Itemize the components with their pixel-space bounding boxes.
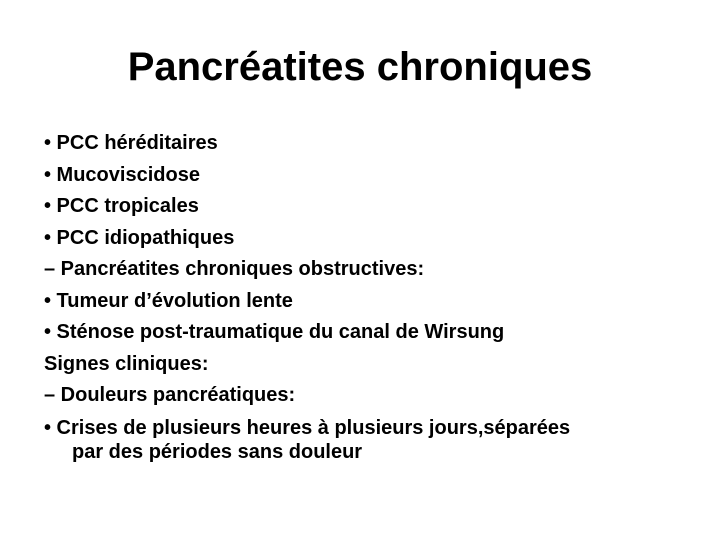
list-item: • Mucoviscidose xyxy=(44,163,200,186)
list-item: • Sténose post-traumatique du canal de Wirsung xyxy=(44,321,505,343)
slide-body xyxy=(44,128,694,464)
list-item-text: • Crises de plusieurs heures à plusieurs jours,séparées xyxy=(44,416,571,439)
list-item: – Douleurs pancréatiques: xyxy=(44,384,296,406)
list-item: • Tumeur d’évolution lente xyxy=(44,289,293,312)
list-item-continuation: par des périodes sans douleur xyxy=(72,440,363,463)
section-heading: Signes cliniques: xyxy=(44,352,209,375)
list-item: – Pancréatites chroniques obstructives: xyxy=(44,258,425,280)
slide-title: Pancréatites chroniques xyxy=(127,45,593,89)
list-item: • PCC tropicales xyxy=(44,195,199,217)
list-item xyxy=(44,412,694,464)
list-item: • PCC héréditaires xyxy=(44,132,218,154)
list-item: • PCC idiopathiques xyxy=(44,226,235,249)
